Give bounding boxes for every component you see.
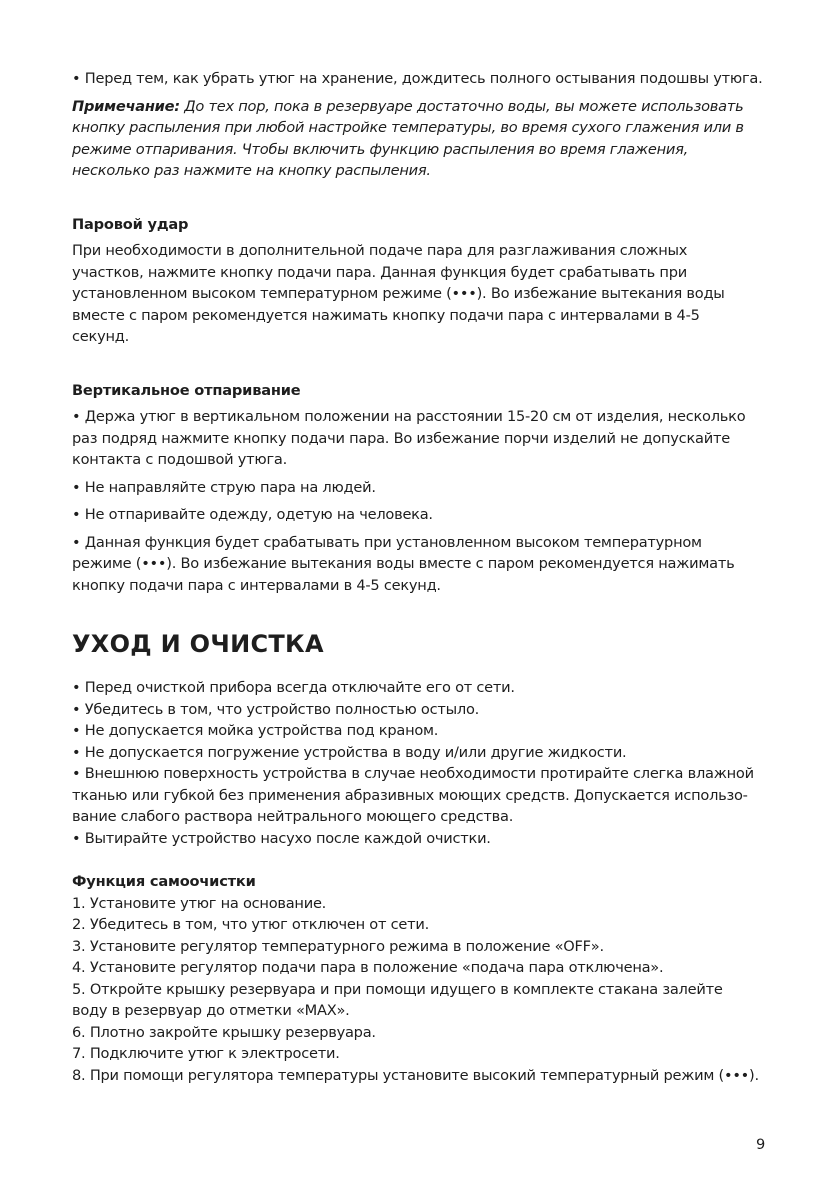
care-item: • Убедитесь в том, что устройство полностью остыло. (72, 700, 480, 718)
vertical-steam-item: • Держа утюг в вертикальном положении на расстоянии 15-20 см от изделия, несколько раз подряд нажмите кнопку подачи пара. Во избежание порчи изделий не допускайте контакта с подошвой утюга. (72, 408, 746, 468)
note-text: До тех пор, пока в резервуаре достаточно воды, вы можете использовать кнопку распыления при любой настройке температуры, во время сухого глажения или в режиме отпаривания. Чтобы включить функцию распыления во время глажения, несколько раз нажмите на кнопку распыления. (72, 97, 744, 179)
care-item: • Перед очисткой прибора всегда отключайте его от сети. (72, 679, 515, 696)
steam-burst-text: При необходимости в дополнительной подаче пара для разглаживания сложных участков, нажмите кнопку подачи пара. Данная функция будет срабатывать при установленном высоком температурном режиме (•••). Во избежание вытекания воды вместе с паром рекомендуется нажимать кнопку подачи пара с интервалами в 4-5 секунд. (72, 242, 725, 345)
vertical-steam-item: • Не направляйте струю пара на людей. (72, 478, 376, 496)
care-item: • Внешнюю поверхность устройства в случае необходимости протирайте слегка влажной тканью или губкой без применения абразивных моющих средств. Допускается использо-вание слабого раствора нейтрального моющего средства. (72, 765, 754, 825)
vertical-steam-item: • Данная функция будет срабатывать при установленном высоком температурном режиме (•••). Во избежание вытекания воды вместе с паром рекомендуется нажимать кнопку подачи пара с интервалами в 4-5 секунд. (72, 533, 735, 594)
storage-instruction: • Перед тем, как убрать утюг на хранение, дождитесь полного остывания подошвы утюга. (72, 70, 763, 87)
self-clean-step: 5. Откройте крышку резервуара и при помощи идущего в комплекте стакана залейте воду в резервуар до отметки «MAX». (72, 980, 723, 1019)
vertical-steam-item: • Не отпаривайте одежду, одетую на человека. (72, 506, 433, 523)
self-clean-step: 6. Плотно закройте крышку резервуара. (72, 1023, 376, 1041)
vertical-steam-heading: Вертикальное отпаривание (72, 381, 301, 399)
self-clean-heading: Функция самоочистки (72, 873, 256, 890)
self-clean-step: 3. Установите регулятор температурного режима в положение «OFF». (72, 937, 604, 955)
spray-note (72, 96, 766, 182)
self-clean-steps (72, 893, 772, 1087)
care-list (72, 677, 772, 849)
self-clean-step: 4. Установите регулятор подачи пара в положение «подача пара отключена». (72, 959, 664, 976)
manual-page (72, 68, 772, 1086)
self-clean-step: 8. При помощи регулятора температуры установите высокий температурный режим (•••). (72, 1066, 759, 1084)
self-clean-step: 7. Подключите утюг к электросети. (72, 1045, 340, 1062)
care-item: • Не допускается мойка устройства под краном. (72, 722, 439, 739)
steam-burst-heading: Паровой удар (72, 215, 189, 233)
self-clean-step: 1. Установите утюг на основание. (72, 894, 327, 912)
care-item: • Не допускается погружение устройства в воду и/или другие жидкости. (72, 743, 627, 761)
page-number: 9 (756, 1136, 766, 1153)
care-heading: УХОД И ОЧИСТКА (72, 630, 324, 658)
self-clean-step: 2. Убедитесь в том, что утюг отключен от сети. (72, 916, 429, 933)
care-item: • Вытирайте устройство насухо после каждой очистки. (72, 829, 491, 847)
note-label: Примечание: (72, 97, 180, 115)
